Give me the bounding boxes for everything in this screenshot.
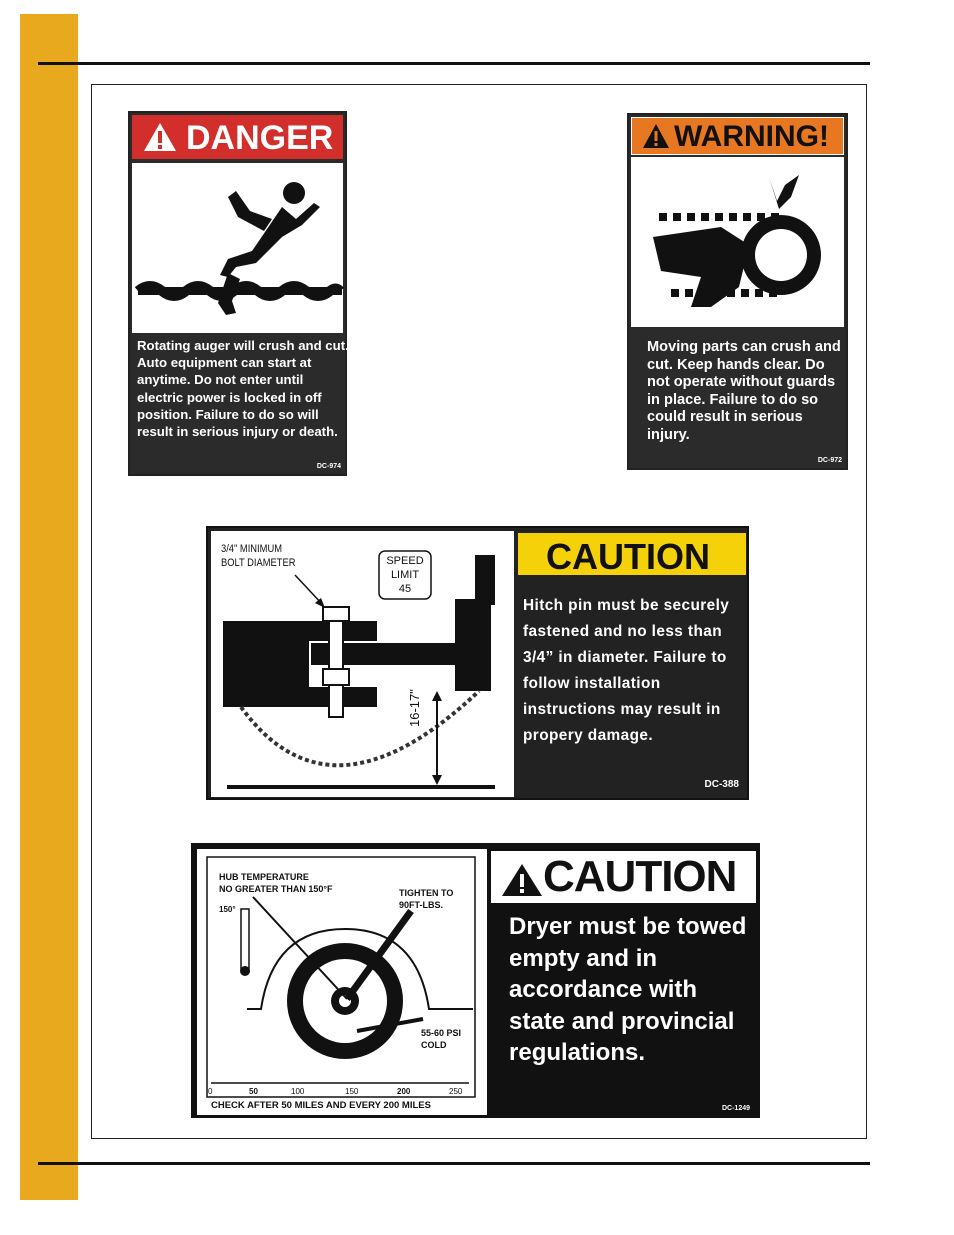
header-rule <box>38 62 870 65</box>
danger-signal-word: DANGER <box>186 119 334 157</box>
gold-side-bar <box>20 14 78 1200</box>
alert-triangle-icon <box>501 863 543 897</box>
speed-line-3: 45 <box>398 583 412 595</box>
hitch-message: Hitch pin must be securely fastened and no less than 3/4” in diameter. Failure to follow installation instructions may result in propery damage. <box>523 597 730 744</box>
auger-entanglement-pictogram <box>132 163 343 333</box>
warning-decal <box>627 113 848 470</box>
hub-temp-line-2: NO GREATER THAN 150°F <box>219 884 333 894</box>
chain-height-label: 16-17" <box>407 689 422 727</box>
hitch-pin-diagram <box>211 531 514 797</box>
speed-line-1: SPEED <box>386 555 424 567</box>
hub-temp-label <box>219 871 332 895</box>
mile-100: 100 <box>291 1087 305 1096</box>
danger-message: Rotating auger will crush and cut. Auto equipment can start at anytime. Do not enter until electric power is locked in off position. Failure to do so will result in serious injury or death. <box>137 338 349 440</box>
dryer-signal-word: CAUTION <box>543 852 737 901</box>
torque-line-2: 90FT-LBS. <box>399 900 444 910</box>
dryer-caution-header <box>491 851 756 903</box>
dryer-code: DC-1249 <box>721 1105 750 1112</box>
mileage-check-note: CHECK AFTER 50 MILES AND EVERY 200 MILES <box>211 1100 431 1111</box>
danger-decal <box>128 111 347 476</box>
torque-line-1: TIGHTEN TO <box>399 888 454 898</box>
hitch-code: DC-388 <box>704 779 739 790</box>
hitch-signal-word: CAUTION <box>546 536 710 577</box>
bolt-label <box>221 542 295 570</box>
footer-rule <box>38 1162 870 1165</box>
chain-sprocket-pictogram <box>631 157 844 327</box>
warning-code: DC-972 <box>817 457 842 464</box>
warning-signal-word: WARNING! <box>674 120 829 153</box>
dryer-message: Dryer must be towed empty and in accordance with state and provincial regulations. <box>509 913 747 1067</box>
tire-pressure-label <box>421 1027 461 1051</box>
wheel-hub-diagram <box>197 849 487 1115</box>
psi-line-1: 55-60 PSI <box>421 1028 462 1038</box>
danger-header <box>132 115 343 159</box>
alert-triangle-icon <box>642 123 670 149</box>
danger-code: DC-974 <box>316 463 341 470</box>
thermometer-mark: 150° <box>219 905 236 914</box>
speed-line-2: LIMIT <box>390 569 420 581</box>
hub-temp-line-1: HUB TEMPERATURE <box>219 872 309 882</box>
hitch-caution-decal <box>206 526 749 800</box>
bolt-label-line-2: BOLT DIAMETER <box>221 557 296 569</box>
speed-limit-sign <box>379 554 431 596</box>
mile-250: 250 <box>449 1087 463 1096</box>
warning-message: Moving parts can crush and cut. Keep hands clear. Do not operate without guards in place. Failure to do so could result in serious injury. <box>647 339 841 443</box>
dryer-caution-decal <box>191 843 760 1118</box>
hitch-caution-header <box>518 533 746 575</box>
psi-line-2: COLD <box>421 1040 447 1050</box>
torque-label <box>399 887 453 911</box>
mile-200: 200 <box>397 1087 411 1096</box>
bolt-label-line-1: 3/4" MINIMUM <box>221 543 282 555</box>
mile-150: 150 <box>345 1087 359 1096</box>
mile-0: 0 <box>208 1087 213 1096</box>
warning-header <box>631 117 844 155</box>
alert-triangle-icon <box>142 121 178 153</box>
mile-50: 50 <box>249 1087 258 1096</box>
